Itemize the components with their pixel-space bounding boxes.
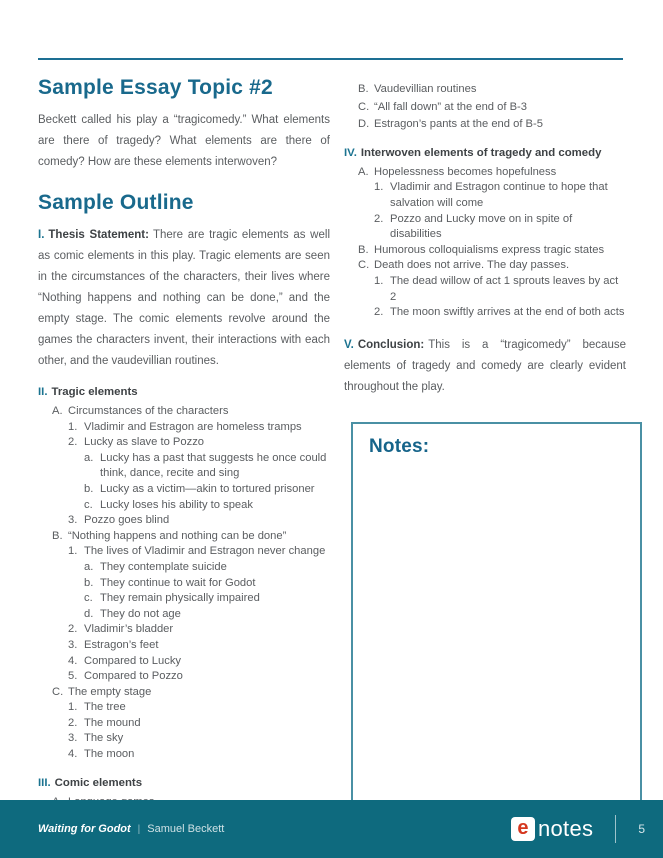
outline-item [38, 544, 330, 560]
outline-item-marker: c. [84, 498, 93, 511]
outline-item-marker: b. [84, 576, 94, 589]
footer-book-info [38, 823, 224, 835]
section-numeral: III. [38, 776, 51, 789]
outline-item-text: Compared to Lucky [84, 654, 182, 667]
notes-box [351, 422, 642, 826]
outline-item-text: The moon swiftly arrives at the end of both acts [390, 306, 625, 319]
outline-item-marker: 2. [68, 623, 78, 636]
outline-item-marker: a. [84, 451, 94, 464]
outline-item-text: Pozzo and Lucky move on in spite of disabilities [390, 212, 573, 241]
outline-item [38, 731, 330, 747]
outline-item-text: They continue to wait for Godot [100, 576, 256, 589]
outline-item [38, 700, 330, 716]
footer-author: Samuel Beckett [147, 823, 225, 835]
footer-right [511, 815, 645, 843]
outline-item [344, 212, 626, 243]
outline-item-marker: 1. [374, 181, 384, 194]
thesis-label: Thesis Statement: [48, 229, 149, 241]
outline-item-text: Vladimir’s bladder [84, 623, 174, 636]
outline-item-marker: A. [358, 165, 369, 178]
outline-item-marker: a. [84, 560, 94, 573]
outline-item [344, 258, 626, 274]
outline-item [344, 100, 626, 116]
outline-item [38, 622, 330, 638]
outline-item-text: Lucky loses his ability to speak [100, 498, 253, 511]
outline-item-text: They contemplate suicide [100, 560, 227, 573]
outline-item-text: The dead willow of act 1 sprouts leaves by act 2 [390, 274, 619, 303]
outline-item-text: The moon [84, 748, 135, 761]
footer-bar [0, 800, 663, 858]
footer-divider [615, 815, 616, 843]
outline-item [38, 607, 330, 623]
outline-item-text: They remain physically impaired [100, 592, 260, 605]
section-numeral: IV. [344, 146, 357, 159]
outline-item-text: The mound [84, 716, 141, 729]
outline-item-text: Circumstances of the characters [68, 405, 229, 417]
outline-item-marker: B. [52, 529, 63, 542]
outline-list-interwoven [344, 165, 626, 321]
section-heading-interwoven [344, 145, 626, 161]
top-rule [38, 58, 623, 60]
footer-separator: | [137, 824, 141, 835]
section-heading-tragic-elements [38, 384, 330, 400]
outline-item [38, 685, 330, 701]
outline-item-text: Lucky as slave to Pozzo [84, 436, 205, 449]
outline-item [344, 180, 626, 211]
sample-outline-heading: Sample Outline [38, 191, 194, 214]
thesis-paragraph [38, 225, 330, 372]
outline-item-marker: 1. [68, 701, 78, 714]
outline-item [344, 243, 626, 259]
left-column [38, 76, 330, 826]
outline-item [38, 498, 330, 514]
outline-item-marker: B. [358, 243, 369, 256]
outline-item-text: Lucky as a victim—akin to tortured prisoner [100, 482, 315, 495]
outline-item-marker: 2. [68, 716, 78, 729]
outline-item-marker: C. [358, 100, 370, 113]
outline-item-marker: 2. [374, 306, 384, 319]
outline-item [38, 638, 330, 654]
essay-topic-paragraph: Beckett called his play a “tragicomedy.” What elements are there of tragedy? What elements are there of comedy? How are these elements interwoven? [38, 114, 330, 168]
outline-item-text: They do not age [100, 607, 181, 620]
outline-item-text: Vladimir and Estragon continue to hope that salvation will come [390, 181, 608, 209]
outline-item-text: Vladimir and Estragon are homeless tramps [84, 420, 302, 433]
thesis-numeral: I. [38, 229, 45, 241]
outline-item [38, 420, 330, 436]
outline-item [38, 747, 330, 763]
outline-item [38, 591, 330, 607]
outline-item-text: Humorous colloquialisms express tragic states [374, 243, 605, 256]
outline-item [38, 654, 330, 670]
enotes-logo-e-icon: e [511, 817, 535, 841]
outline-item-marker: d. [84, 607, 94, 620]
section-numeral: II. [38, 386, 48, 398]
outline-item [38, 451, 330, 482]
outline-item-marker: 1. [68, 420, 78, 433]
content-columns [38, 76, 645, 826]
outline-item-marker: C. [52, 685, 64, 698]
outline-item-marker: c. [84, 592, 93, 605]
outline-item-marker: 1. [68, 545, 78, 558]
section-title: Tragic elements [51, 386, 138, 398]
outline-item-marker: A. [52, 405, 63, 417]
outline-item-marker: 1. [374, 274, 384, 287]
outline-item [38, 716, 330, 732]
outline-item-marker: C. [358, 259, 370, 272]
essay-topic-heading: Sample Essay Topic #2 [38, 76, 273, 99]
outline-item [38, 513, 330, 529]
outline-item-text: “Nothing happens and nothing can be done” [68, 529, 287, 542]
outline-item-marker: 3. [68, 638, 78, 651]
enotes-logo-text: notes [537, 816, 594, 841]
outline-list-tragic [38, 404, 330, 763]
outline-item-text: “All fall down” at the end of B-3 [374, 100, 527, 113]
outline-item [38, 669, 330, 685]
section-title: Comic elements [54, 776, 143, 789]
outline-item-marker: 5. [68, 670, 78, 683]
outline-item-text: Vaudevillian routines [374, 83, 477, 95]
page-number: 5 [638, 822, 645, 836]
outline-item [344, 165, 626, 181]
outline-item-marker: D. [358, 118, 370, 131]
outline-item [344, 274, 626, 305]
outline-item-text: Lucky has a past that suggests he once could think, dance, recite and sing [100, 451, 327, 480]
outline-item [344, 82, 626, 98]
outline-item-text: Estragon’s feet [84, 638, 159, 651]
right-column [344, 76, 645, 826]
outline-item-text: Death does not arrive. The day passes. [374, 259, 570, 272]
footer-book-title: Waiting for Godot [38, 823, 131, 835]
outline-item-text: Hopelessness becomes hopefulness [374, 165, 557, 178]
outline-item [344, 117, 626, 133]
conclusion-paragraph [344, 335, 626, 398]
section-heading-comic-elements [38, 775, 330, 791]
conclusion-numeral: V. [344, 338, 354, 351]
outline-list-comic-continued [344, 82, 626, 133]
outline-item [38, 576, 330, 592]
outline-item-marker: b. [84, 482, 94, 495]
outline-item-marker: 4. [68, 748, 78, 761]
notes-label: Notes: [369, 435, 430, 457]
outline-item-marker: 2. [374, 212, 384, 225]
outline-item [344, 305, 626, 321]
outline-item-text: The sky [84, 732, 124, 745]
outline-item-text: The tree [84, 701, 126, 714]
outline-item [38, 529, 330, 545]
outline-item-marker: 3. [68, 514, 78, 527]
outline-item-text: The empty stage [68, 685, 152, 698]
section-title: Interwoven elements of tragedy and comedy [360, 146, 602, 159]
outline-item-marker: 2. [68, 436, 78, 449]
outline-item-text: Pozzo goes blind [84, 514, 170, 527]
outline-item [38, 435, 330, 451]
thesis-text: There are tragic elements as well as comic elements in this play. Tragic elements are seen in the circumstances of the characters, their lives where “Nothing happens and nothing can be done,” and the empty stage. The comic elements revolve around the games the characters invent, their interactions with each other, and the vaudevillian routines. [38, 229, 330, 367]
outline-item [38, 482, 330, 498]
outline-item-text: Estragon’s pants at the end of B-5 [374, 118, 543, 131]
outline-item-marker: B. [358, 83, 369, 95]
outline-item-marker: 3. [68, 732, 78, 745]
outline-item [38, 404, 330, 420]
outline-item-text: The lives of Vladimir and Estragon never change [84, 545, 326, 558]
conclusion-label: Conclusion: [357, 338, 425, 351]
conclusion-text: This is a “tragicomedy” because elements of tragedy and comedy are clearly evident throughout the play. [344, 338, 626, 393]
outline-item-text: Compared to Pozzo [84, 670, 183, 683]
outline-item-marker: 4. [68, 654, 78, 667]
enotes-logo [511, 816, 593, 842]
outline-item [38, 560, 330, 576]
